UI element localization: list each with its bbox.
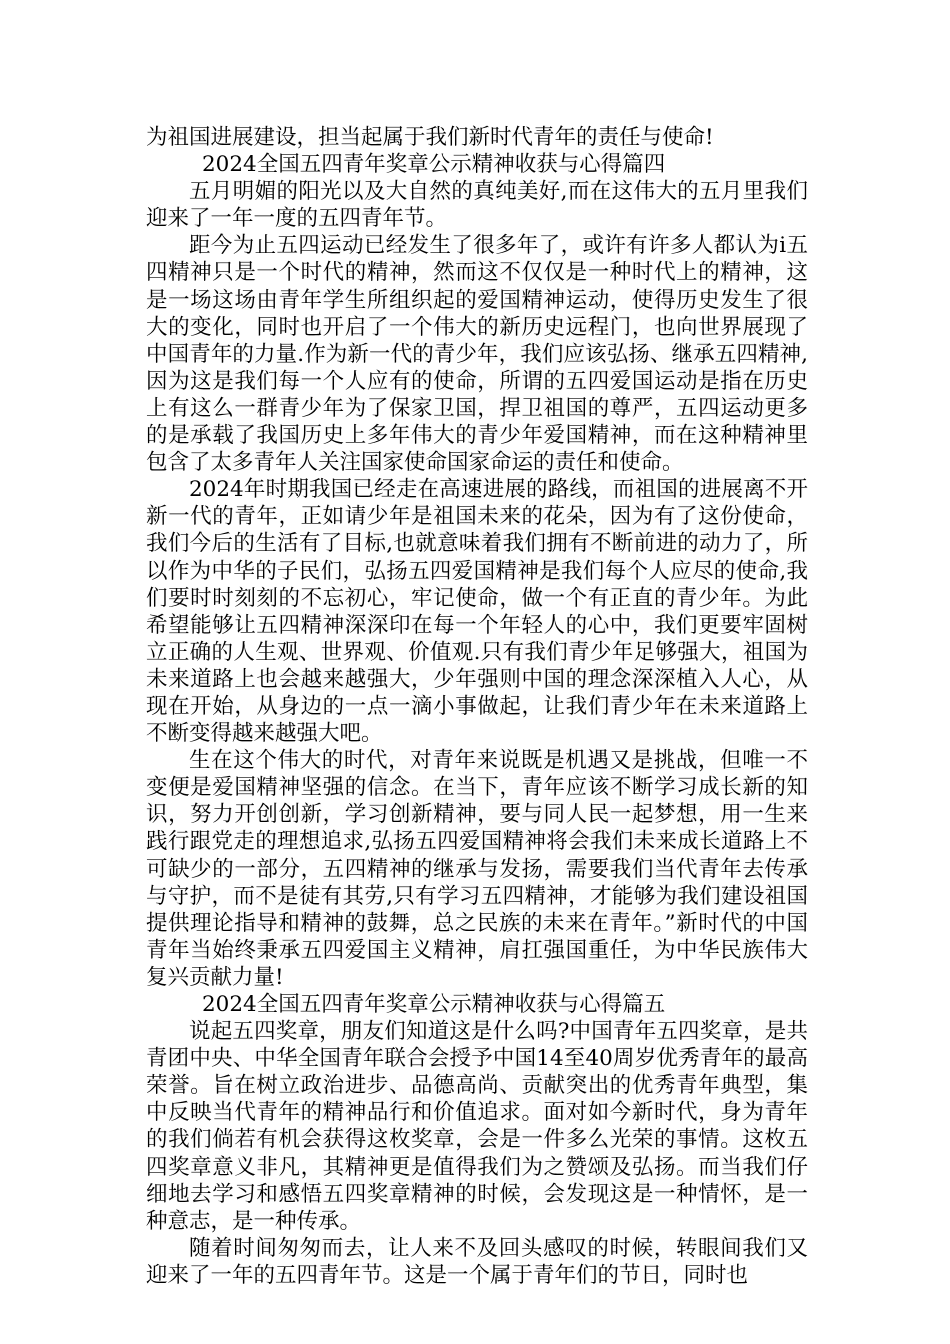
paragraph-may-fourth-movement: 距今为止五四运动已经发生了很多年了，或许有许多人都认为i五四精神只是一个时代的精神，然而这不仅仅是一种时代上的精神，这是一场这场由青年学生所组织起的爱国精神运动，使得历史发生了很大的变化，同时也开启了一个伟大的新历史远程门，也向世界展现了中国青年的力量.作为新一代的青少年，我们应该弘扬、继承五四精神,因为这是我们每一个人应有的使命，所谓的五四爱国运动是指在历史上有这么一群青少年为了保家卫国，捍卫祖国的尊严，五四运动更多的是承载了我国历史上多年伟大的青少年爱国精神，而在这种精神里包含了太多青年人关注国家使命国家命运的责任和使命。 xyxy=(146,233,808,476)
paragraph-may-fourth-medal: 说起五四奖章，朋友们知道这是什么吗?中国青年五四奖章，是共青团中央、中华全国青年联合会授予中国14至40周岁优秀青年的最高荣誉。旨在树立政治进步、品德高尚、贡献突出的优秀青年典型，集中反映当代青年的精神品行和价值追求。面对如今新时代，身为青年的我们倘若有机会获得这枚奖章，会是一件多么光荣的事情。这枚五四奖章意义非凡，其精神更是值得我们为之赞颂及弘扬。而当我们仔细地去学习和感悟五四奖章精神的时候，会发现这是一种情怀，是一种意志，是一种传承。 xyxy=(146,1019,808,1234)
paragraph-great-era: 生在这个伟大的时代，对青年来说既是机遇又是挑战，但唯一不变便是爱国精神坚强的信念。在当下，青年应该不断学习成长新的知识，努力开创创新，学习创新精神，要与同人民一起梦想，用一生来践行跟党走的理想追求,弘扬五四爱国精神将会我们未来成长道路上不可缺少的一部分，五四精神的继承与发扬，需要我们当代青年去传承与守护，而不是徒有其劳,只有学习五四精神，才能够为我们建设祖国提供理论指导和精神的鼓舞，总之民族的未来在青年。”新时代的中国青年当始终秉承五四爱国主义精神，肩扛强国重任，为中华民族伟大复兴贡献力量! xyxy=(146,748,808,990)
paragraph-2024-development: 2024年时期我国已经走在高速进展的路线，而祖国的进展离不开新一代的青年，正如请少年是祖国未来的花朵，因为有了这份使命，我们今后的生活有了目标,也就意味着我们拥有不断前进的动力了，所以作为中华的子民们，弘扬五四爱国精神是我们每个人应尽的使命,我们要时时刻刻的不忘初心，牢记使命，做一个有正直的青少年。为此希望能够让五四精神深深印在每一个年轻人的心中，我们更要牢固树立正确的人生观、世界观、价值观.只有我们青少年足够强大，祖国为未来道路上也会越来越强大，少年强则中国的理念深深植入人心，从现在开始，从身边的一点一滴小事做起，让我们青少年在未来道路上不断变得越来越强大吧。 xyxy=(146,477,808,747)
paragraph-may-sunshine: 五月明媚的阳光以及大自然的真纯美好,而在这伟大的五月里我们迎来了一年一度的五四青年节。 xyxy=(146,179,808,232)
paragraph-time-passes: 随着时间匆匆而去，让人来不及回头感叹的时候，转眼间我们又迎来了一年的五四青年节。这是一个属于青年们的节日，同时也 xyxy=(146,1235,808,1288)
section-heading-part-four: 2024全国五四青年奖章公示精神收获与心得篇四 xyxy=(202,152,666,178)
section-heading-part-five: 2024全国五四青年奖章公示精神收获与心得篇五 xyxy=(202,992,666,1017)
document-page xyxy=(146,124,808,1289)
paragraph-closing-line: 为祖国进展建设，担当起属于我们新时代青年的责任与使命! xyxy=(146,125,714,150)
